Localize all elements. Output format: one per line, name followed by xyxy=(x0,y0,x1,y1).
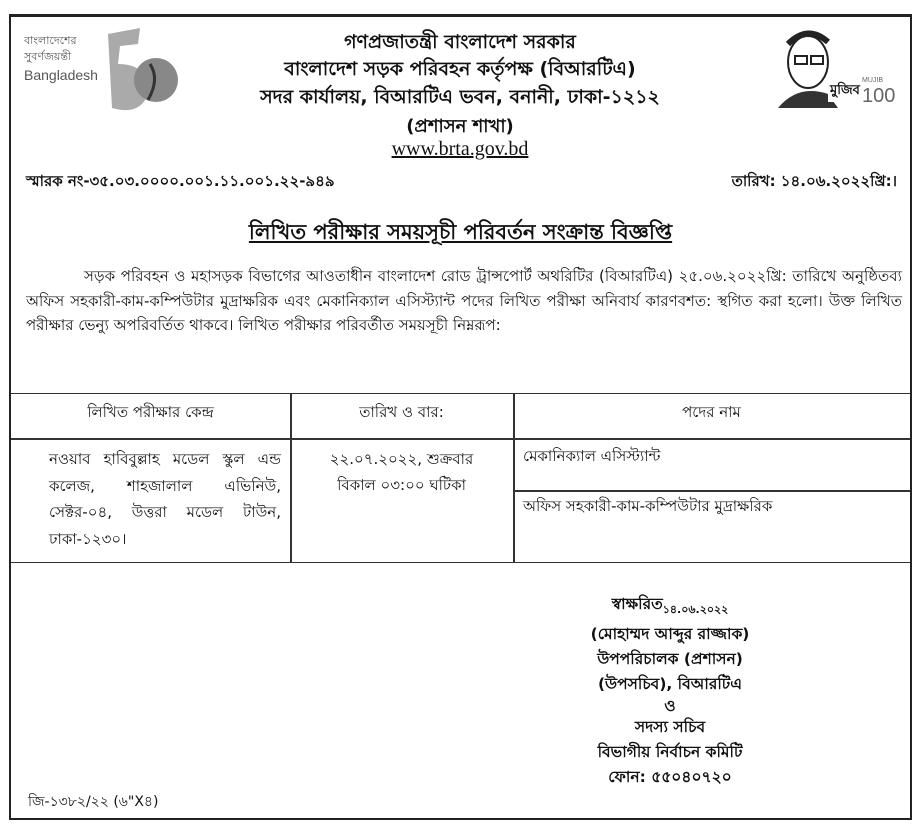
schedule-table xyxy=(11,393,910,563)
signatory-rank: (উপসচিব), বিআরটিএ xyxy=(597,675,743,693)
notice-title: লিখিত পরীক্ষার সময়সূচী পরিবর্তন সংক্রান্ত বিজ্ঞপ্তি xyxy=(248,220,673,244)
memo-date: তারিখ: ১৪.০৬.২০২২খ্রি:। xyxy=(731,172,897,190)
authority-name: বাংলাদেশ সড়ক পরিবহন কর্তৃপক্ষ (বিআরটিএ) xyxy=(284,58,636,80)
notice-body: সড়ক পরিবহন ও মহাসড়ক বিভাগের আওতাধীন বাংলাদেশ রোড ট্রান্সপোর্ট অথরিটির (বিআরটিএ) ২৫.০৬.২০২২খ্রি: তারিখে অনুষ্ঠিতব্য অফিস সহকারী-কাম-কম্পিউটার মুদ্রাক্ষরিক এবং মেকানিক্যাল এসিস্ট্যান্ট পদের লিখিত পরীক্ষা অনিবার্য কারণবশত: স্থগিত করা হলো। উক্ত লিখিত পরীক্ষার ভেন্যু অপরিবর্তিত থাকবে। লিখিত পরীক্ষার পরিবর্তীত সময়সূচী নিম্নরূপ: xyxy=(26,267,902,334)
signed-date: ১৪.০৬.২০২২ xyxy=(662,603,729,616)
signatory-name: (মোহাম্মদ আব্দুর রাজ্জাক) xyxy=(590,625,750,643)
exam-date: ২২.০৭.২০২২, শুক্রবার xyxy=(329,450,474,468)
branch-name: (প্রশাসন শাখা) xyxy=(406,116,514,137)
svg-text:মুজিব: মুজিব xyxy=(830,83,860,98)
svg-text:Bangladesh: Bangladesh xyxy=(24,67,98,83)
header-date: তারিখ ও বার: xyxy=(359,403,444,421)
venue-cell: নওয়াব হাবিবুল্লাহ মডেল স্কুল এন্ড কলেজ, শাহজালাল এভিনিউ, সেক্টর-০৪, উত্তরা মডেল টাউন, ঢাকা-১২৩০। xyxy=(49,450,281,548)
govt-name: গণপ্রজাতন্ত্রী বাংলাদেশ সরকার xyxy=(344,31,576,53)
website-link[interactable]: www.brta.gov.bd xyxy=(391,138,529,160)
and-text: ও xyxy=(664,697,676,715)
svg-text:বাংলাদেশের: বাংলাদেশের xyxy=(24,34,77,47)
signatory-role: সদস্য সচিব xyxy=(634,718,706,736)
phone-number: ফোন: ৫৫০৪০৭২০ xyxy=(608,768,732,786)
signed-label: স্বাক্ষরিত xyxy=(611,595,663,613)
exam-time: বিকাল ০৩:০০ ঘটিকা xyxy=(337,476,466,494)
svg-text:100: 100 xyxy=(862,85,896,107)
post-office-assistant: অফিস সহকারী-কাম-কম্পিউটার মুদ্রাক্ষরিক xyxy=(523,497,773,515)
committee-name: বিভাগীয় নির্বাচন কমিটি xyxy=(597,743,743,761)
svg-text:MUJIB: MUJIB xyxy=(862,77,883,84)
footer-code: জি-১৩৮২/২২ (৬"X৪) xyxy=(28,794,159,810)
memo-number: স্মারক নং-৩৫.০৩.০০০০.০০১.১১.০০১.২২-৯৪৯ xyxy=(26,172,335,190)
golden-jubilee-logo xyxy=(20,24,180,114)
office-address: সদর কার্যালয়, বিআরটিএ ভবন, বনানী, ঢাকা-১২১২ xyxy=(260,86,660,108)
signatory-designation: উপপরিচালক (প্রশাসন) xyxy=(597,650,743,668)
header-post: পদের নাম xyxy=(682,403,741,421)
svg-text:সুবর্ণজয়ন্তী: সুবর্ণজয়ন্তী xyxy=(24,50,72,63)
header-venue: লিখিত পরীক্ষার কেন্দ্র xyxy=(87,403,214,421)
post-mechanical-assistant: মেকানিক্যাল এসিস্ট্যান্ট xyxy=(523,447,661,465)
mujib-100-logo xyxy=(768,24,898,108)
